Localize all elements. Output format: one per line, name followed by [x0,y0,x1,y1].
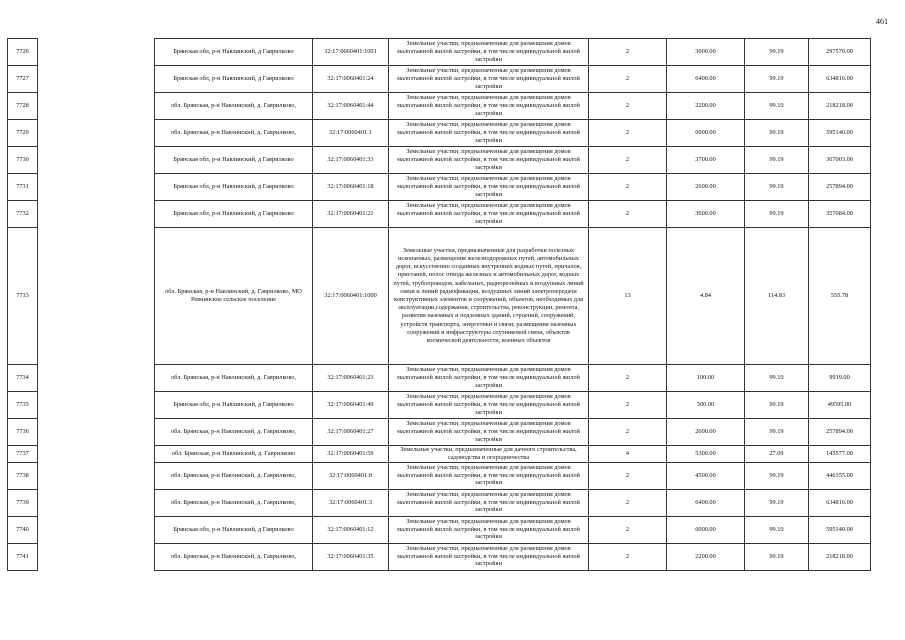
empty-cell [38,462,155,489]
address-cell: обл. Брянская, р-н Навлинский, д. Гаврилково, МО Ревнинское сельское поселение [155,228,313,365]
land-purpose-cell: Земельные участки, предназначенные для размещения домов малоэтажной жилой застройки, в том числе индивидуальной жилой застройки [389,93,589,120]
cadastral-number-cell: 32:17:0060401:27 [313,419,389,446]
empty-cell [38,419,155,446]
cadastral-number-cell: 32:17:0060401:8 [313,462,389,489]
cadastral-number-cell: 32:17:0060401:18 [313,174,389,201]
cadastral-number-cell: 32:17:0060401:24 [313,66,389,93]
area-cell: 6400.00 [667,489,745,516]
specific-value-cell: 99.19 [745,147,809,174]
group-cell: 2 [589,365,667,392]
specific-value-cell: 99.19 [745,120,809,147]
area-cell: 2600.00 [667,419,745,446]
area-cell: 4.84 [667,228,745,365]
empty-cell [38,446,155,463]
group-cell: 13 [589,228,667,365]
cadastral-value-cell: 357084.00 [809,201,871,228]
land-purpose-cell: Земельные участки, предназначенные для разработки полезных ископаемых, размещения железнодорожных путей, автомобильных дорог, искусственно созданных внутренних водных путей, причалов, пристаней, полос отвода железных и автомобильных дорог, водных путей, трубопроводов, кабельных, радиорелейных и воздушных линий связи и линий радиофикации, воздушных линий электропередачи конструктивных элементов и сооружений, объектов, необходимых для эксплуатации,содержания, строительства, реконструкции, ремонта, развития наземных и подземных зданий, строений, сооружений, устройств транспорта, энергетики и связи; размещения наземных сооружений и инфраструктуры спутниковой связи, объектов космической деятельности, военных объектов [389,228,589,365]
table-row [8,93,871,120]
group-cell: 2 [589,120,667,147]
row-number-cell: 7736 [8,419,38,446]
land-purpose-cell: Земельные участки, предназначенные для размещения домов малоэтажной жилой застройки, в том числе индивидуальной жилой застройки [389,419,589,446]
land-purpose-cell: Земельные участки, предназначенные для размещения домов малоэтажной жилой застройки, в том числе индивидуальной жилой застройки [389,174,589,201]
land-purpose-cell: Земельные участки, предназначенные для размещения домов малоэтажной жилой застройки, в том числе индивидуальной жилой застройки [389,365,589,392]
cadastral-number-cell: 32:17:0060401:3 [313,489,389,516]
row-number-cell: 7730 [8,147,38,174]
land-purpose-cell: Земельные участки, предназначенные для размещения домов малоэтажной жилой застройки, в том числе индивидуальной жилой застройки [389,489,589,516]
cadastral-number-cell: 32:17:0060401:33 [313,147,389,174]
group-cell: 4 [589,446,667,463]
page-number: 461 [876,17,888,26]
cadastral-number-cell: 32:17:0060401:23 [313,365,389,392]
empty-cell [38,365,155,392]
table-row [8,489,871,516]
table-row [8,120,871,147]
cadastral-number-cell: 32:17:0060401:1 [313,120,389,147]
empty-cell [38,66,155,93]
group-cell: 2 [589,543,667,570]
address-cell: Брянская обл, р-н Навлинский, д Гаврилково [155,39,313,66]
land-purpose-cell: Земельные участки, предназначенные для размещения домов малоэтажной жилой застройки, в том числе индивидуальной жилой застройки [389,462,589,489]
address-cell: Брянская обл, р-н Навлинский, д Гаврилково [155,201,313,228]
address-cell: обл. Брянская, р-н Навлинский, д. Гаврилково, [155,365,313,392]
specific-value-cell: 99.19 [745,419,809,446]
group-cell: 2 [589,201,667,228]
group-cell: 2 [589,66,667,93]
group-cell: 2 [589,489,667,516]
address-cell: Брянская обл, р-н Навлинский, д Гаврилково [155,147,313,174]
address-cell: Брянская обл, р-н Навлинский, д Гаврилково [155,392,313,419]
row-number-cell: 7733 [8,228,38,365]
group-cell: 2 [589,147,667,174]
specific-value-cell: 99.19 [745,39,809,66]
area-cell: 3600.00 [667,201,745,228]
cadastral-value-cell: 446355.00 [809,462,871,489]
table-row [8,66,871,93]
area-cell: 3000.00 [667,39,745,66]
row-number-cell: 7729 [8,120,38,147]
cadastral-number-cell: 32:17:0060401:35 [313,543,389,570]
table-body [8,39,871,571]
empty-cell [38,543,155,570]
empty-cell [38,39,155,66]
address-cell: обл. Брянская, р-н Навлинский, д. Гаврилково, [155,93,313,120]
row-number-cell: 7732 [8,201,38,228]
specific-value-cell: 99.19 [745,365,809,392]
specific-value-cell: 27.09 [745,446,809,463]
table-row [8,365,871,392]
cadastral-value-cell: 634816.00 [809,489,871,516]
land-purpose-cell: Земельные участки, предназначенные для размещения домов малоэтажной жилой застройки, в том числе индивидуальной жилой застройки [389,147,589,174]
table-row [8,516,871,543]
table-row [8,228,871,365]
address-cell: Брянская обл, р-н Навлинский, д Гаврилково [155,516,313,543]
row-number-cell: 7728 [8,93,38,120]
cadastral-value-cell: 595140.00 [809,516,871,543]
row-number-cell: 7735 [8,392,38,419]
land-purpose-cell: Земельные участки, предназначенные для размещения домов малоэтажной жилой застройки, в том числе индивидуальной жилой застройки [389,516,589,543]
cadastral-number-cell: 32:17:0060401:1000 [313,228,389,365]
empty-cell [38,93,155,120]
row-number-cell: 7741 [8,543,38,570]
specific-value-cell: 99.19 [745,543,809,570]
specific-value-cell: 99.19 [745,462,809,489]
row-number-cell: 7731 [8,174,38,201]
area-cell: 6000.00 [667,516,745,543]
specific-value-cell: 99.19 [745,174,809,201]
table-row [8,174,871,201]
cadastral-value-cell: 9919.00 [809,365,871,392]
empty-cell [38,174,155,201]
address-cell: обл. Брянская, р-н Навлинский, д. Гаврилково, [155,419,313,446]
empty-cell [38,392,155,419]
group-cell: 2 [589,93,667,120]
table-row [8,543,871,570]
address-cell: обл. Брянская, р-н Навлинский, д. Гаврилково, [155,543,313,570]
address-cell: обл. Брянская, р-н Навлинский, д. Гаврилково, [155,489,313,516]
cadastral-number-cell: 32:17:0060401:49 [313,392,389,419]
land-purpose-cell: Земельные участки, предназначенные для размещения домов малоэтажной жилой застройки, в том числе индивидуальной жилой застройки [389,392,589,419]
address-cell: обл. Брянская, р-н Навлинский, д. Гаврилково [155,446,313,463]
table-row [8,446,871,463]
group-cell: 2 [589,462,667,489]
land-purpose-cell: Земельные участки, предназначенные для размещения домов малоэтажной жилой застройки, в том числе индивидуальной жилой застройки [389,543,589,570]
cadastral-number-cell: 32:17:0060401:21 [313,201,389,228]
table-row [8,462,871,489]
cadastral-value-cell: 595140.00 [809,120,871,147]
row-number-cell: 7737 [8,446,38,463]
empty-cell [38,120,155,147]
cadastral-value-cell: 367003.00 [809,147,871,174]
cadastral-value-table [7,38,871,571]
cadastral-number-cell: 32:17:0060401:1001 [313,39,389,66]
group-cell: 2 [589,174,667,201]
row-number-cell: 7726 [8,39,38,66]
empty-cell [38,228,155,365]
land-purpose-cell: Земельные участки, предназначенные для размещения домов малоэтажной жилой застройки, в том числе индивидуальной жилой застройки [389,66,589,93]
cadastral-value-cell: 49595.00 [809,392,871,419]
cadastral-value-cell: 218218.00 [809,543,871,570]
address-cell: Брянская обл, р-н Навлинский, д Гаврилково [155,174,313,201]
group-cell: 2 [589,516,667,543]
group-cell: 2 [589,392,667,419]
area-cell: 3700.00 [667,147,745,174]
cadastral-value-cell: 634816.00 [809,66,871,93]
area-cell: 100.00 [667,365,745,392]
row-number-cell: 7738 [8,462,38,489]
area-cell: 6000.00 [667,120,745,147]
cadastral-value-cell: 143577.00 [809,446,871,463]
area-cell: 4500.00 [667,462,745,489]
empty-cell [38,201,155,228]
table-row [8,39,871,66]
empty-cell [38,147,155,174]
specific-value-cell: 99.19 [745,392,809,419]
specific-value-cell: 99.19 [745,93,809,120]
cadastral-value-cell: 218218.00 [809,93,871,120]
row-number-cell: 7740 [8,516,38,543]
area-cell: 2600.00 [667,174,745,201]
area-cell: 5300.00 [667,446,745,463]
row-number-cell: 7734 [8,365,38,392]
area-cell: 500.00 [667,392,745,419]
area-cell: 2200.00 [667,93,745,120]
cadastral-value-cell: 257894.00 [809,419,871,446]
land-purpose-cell: Земельные участки, предназначенные для размещения домов малоэтажной жилой застройки, в том числе индивидуальной жилой застройки [389,201,589,228]
table-row [8,392,871,419]
table-row [8,147,871,174]
group-cell: 2 [589,419,667,446]
table-row [8,419,871,446]
cadastral-number-cell: 32:17:0060401:44 [313,93,389,120]
empty-cell [38,516,155,543]
land-purpose-cell: Земельные участки, предназначенные для дачного строительства, садоводства и огородничества [389,446,589,463]
address-cell: обл. Брянская, р-н Навлинский, д. Гаврилково, [155,462,313,489]
specific-value-cell: 99.19 [745,66,809,93]
area-cell: 6400.00 [667,66,745,93]
group-cell: 2 [589,39,667,66]
cadastral-number-cell: 32:17:0060401:12 [313,516,389,543]
cadastral-number-cell: 32:17:0060401:59 [313,446,389,463]
specific-value-cell: 99.19 [745,516,809,543]
specific-value-cell: 114.83 [745,228,809,365]
address-cell: Брянская обл, р-н Навлинский, д Гаврилково [155,66,313,93]
land-purpose-cell: Земельные участки, предназначенные для размещения домов малоэтажной жилой застройки, в том числе индивидуальной жилой застройки [389,39,589,66]
specific-value-cell: 99.19 [745,489,809,516]
empty-cell [38,489,155,516]
land-purpose-cell: Земельные участки, предназначенные для размещения домов малоэтажной жилой застройки, в том числе индивидуальной жилой застройки [389,120,589,147]
row-number-cell: 7727 [8,66,38,93]
address-cell: обл. Брянская, р-н Навлинский, д. Гаврилково, [155,120,313,147]
row-number-cell: 7739 [8,489,38,516]
specific-value-cell: 99.19 [745,201,809,228]
area-cell: 2200.00 [667,543,745,570]
cadastral-value-cell: 555.78 [809,228,871,365]
cadastral-value-cell: 297570.00 [809,39,871,66]
cadastral-value-cell: 257894.00 [809,174,871,201]
table-row [8,201,871,228]
